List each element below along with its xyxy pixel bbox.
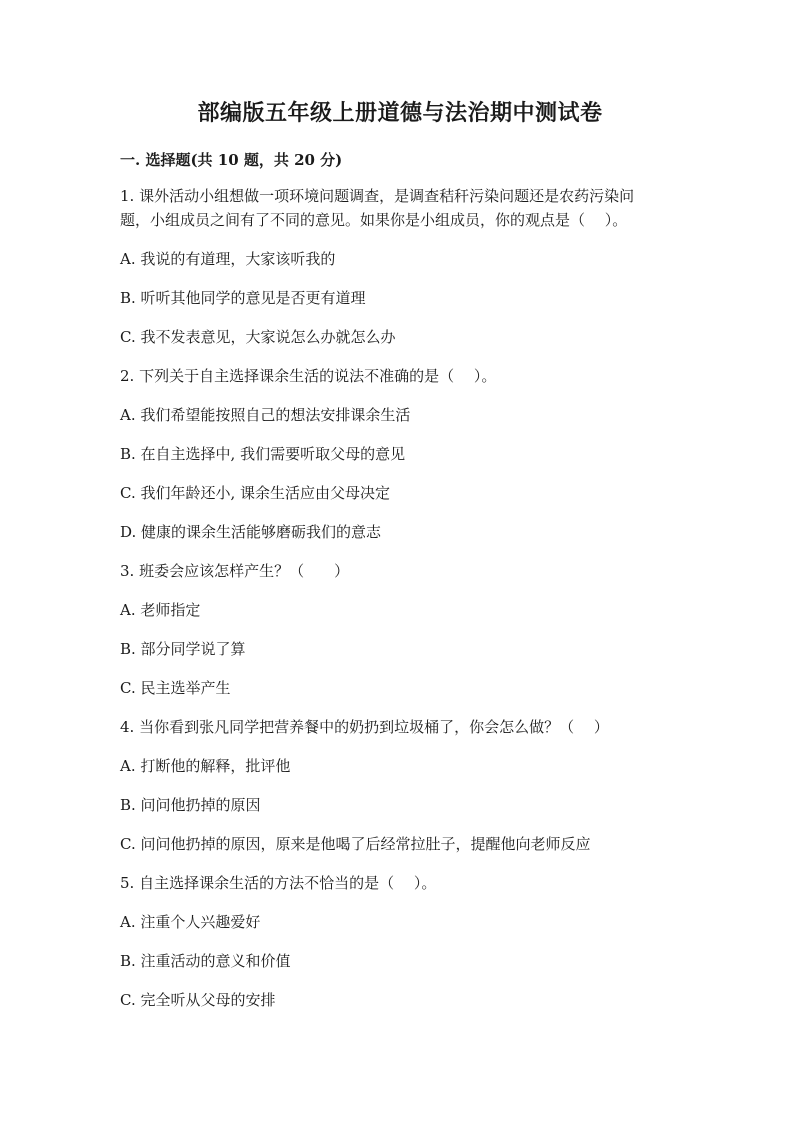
option-b: B. 听听其他同学的意见是否更有道理 — [120, 289, 366, 307]
section-heading: 一. 选择题(共 10 题，共 20 分) — [120, 151, 343, 169]
question-stem: 4. 当你看到张凡同学把营养餐中的奶扔到垃圾桶了，你会怎么做？（ ） — [120, 718, 609, 736]
option-b: B. 部分同学说了算 — [120, 640, 246, 658]
option-c: C. 问问他扔掉的原因，原来是他喝了后经常拉肚子，提醒他向老师反应 — [120, 835, 591, 853]
question-3 — [120, 559, 680, 700]
option-a: A. 注重个人兴趣爱好 — [120, 913, 261, 931]
option-a: A. 打断他的解释，批评他 — [120, 757, 291, 775]
option-c: C. 民主选举产生 — [120, 679, 231, 697]
option-d: D. 健康的课余生活能够磨砺我们的意志 — [120, 523, 382, 541]
option-c: C. 我不发表意见，大家说怎么办就怎么办 — [120, 328, 396, 346]
question-stem: 5. 自主选择课余生活的方法不恰当的是（ ）。 — [120, 874, 437, 892]
question-stem-line: 1. 课外活动小组想做一项环境问题调查，是调查秸秆污染问题还是农药污染问 — [120, 187, 635, 205]
option-a: A. 我说的有道理，大家该听我的 — [120, 250, 336, 268]
option-c: C. 我们年龄还小, 课余生活应由父母决定 — [120, 484, 391, 502]
page-title: 部编版五年级上册道德与法治期中测试卷 — [197, 100, 603, 126]
question-1 — [120, 184, 680, 349]
option-a: A. 老师指定 — [120, 601, 201, 619]
question-stem: 2. 下列关于自主选择课余生活的说法不准确的是（ ）。 — [120, 367, 497, 385]
question-4 — [120, 715, 680, 856]
option-a: A. 我们希望能按照自己的想法安排课余生活 — [120, 406, 411, 424]
question-stem — [120, 184, 680, 232]
question-5 — [120, 871, 680, 1012]
option-c: C. 完全听从父母的安排 — [120, 991, 276, 1009]
question-stem: 3. 班委会应该怎样产生？（ ） — [120, 562, 350, 580]
question-2 — [120, 364, 680, 544]
option-b: B. 在自主选择中, 我们需要听取父母的意见 — [120, 445, 406, 463]
option-b: B. 问问他扔掉的原因 — [120, 796, 261, 814]
option-b: B. 注重活动的意义和价值 — [120, 952, 291, 970]
question-stem-line: 题，小组成员之间有了不同的意见。如果你是小组成员，你的观点是（ ）。 — [120, 211, 628, 229]
question-list — [120, 184, 680, 1027]
